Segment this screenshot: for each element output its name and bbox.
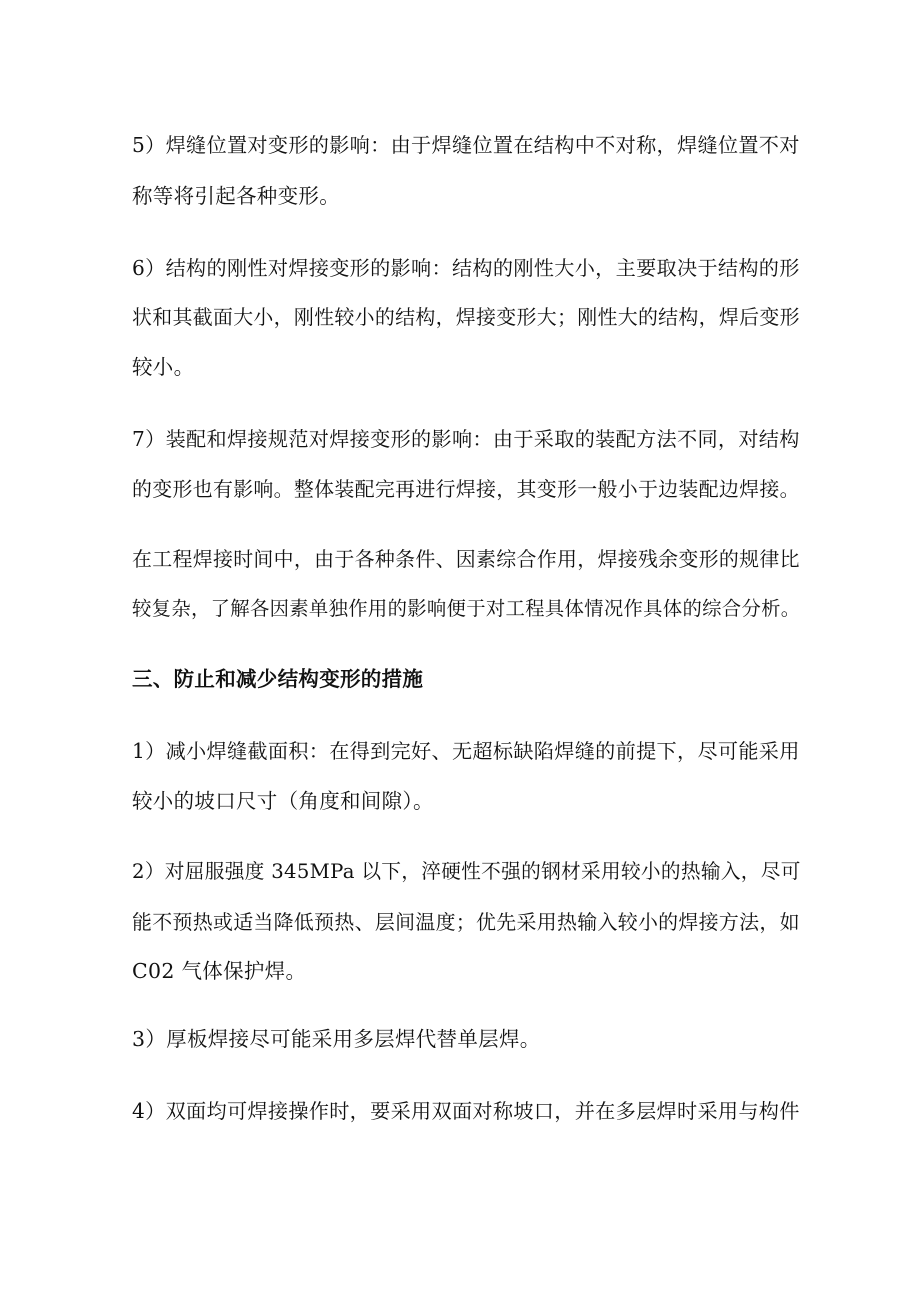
item-5-line-1: 5）焊缝位置对变形的影响：由于焊缝位置在结构中不对称，焊缝位置不对 bbox=[132, 133, 800, 157]
measure-4-line-1: 4）双面均可焊接操作时，要采用双面对称坡口，并在多层焊时采用与构件 bbox=[132, 1099, 800, 1123]
summary-line-1: 在工程焊接时间中，由于各种条件、因素综合作用，焊接残余变形的规律比 bbox=[132, 547, 800, 571]
item-6-line-3: 较小。 bbox=[132, 355, 195, 379]
summary-line-2: 较复杂，了解各因素单独作用的影响便于对工程具体情况作具体的综合分析。 bbox=[132, 597, 801, 620]
item-6-line-1: 6）结构的刚性对焊接变形的影响：结构的刚性大小，主要取决于结构的形 bbox=[132, 256, 800, 280]
measure-3-line-1: 3）厚板焊接尽可能采用多层焊代替单层焊。 bbox=[132, 1027, 541, 1051]
section-heading: 三、防止和减少结构变形的措施 bbox=[132, 667, 424, 691]
item-7-line-2: 的变形也有影响。整体装配完再进行焊接，其变形一般小于边装配边焊接。 bbox=[132, 477, 800, 501]
measure-2-line-2: 能不预热或适当降低预热、层间温度；优先采用热输入较小的焊接方法，如 bbox=[132, 910, 800, 934]
measure-2-line-3: C02 气体保护焊。 bbox=[132, 959, 307, 983]
measure-2-line-1: 2）对屈服强度 345MPa 以下，淬硬性不强的钢材采用较小的热输入，尽可 bbox=[132, 860, 801, 883]
measure-1-line-2: 较小的坡口尺寸（角度和间隙）。 bbox=[132, 789, 434, 813]
item-5-line-2: 称等将引起各种变形。 bbox=[132, 184, 340, 208]
item-7-line-1: 7）装配和焊接规范对焊接变形的影响：由于采取的装配方法不同，对结构 bbox=[132, 427, 800, 451]
item-6-line-2: 状和其截面大小，刚性较小的结构，焊接变形大；刚性大的结构，焊后变形 bbox=[132, 305, 800, 329]
measure-1-line-1: 1）减小焊缝截面积：在得到完好、无超标缺陷焊缝的前提下，尽可能采用 bbox=[132, 739, 800, 763]
